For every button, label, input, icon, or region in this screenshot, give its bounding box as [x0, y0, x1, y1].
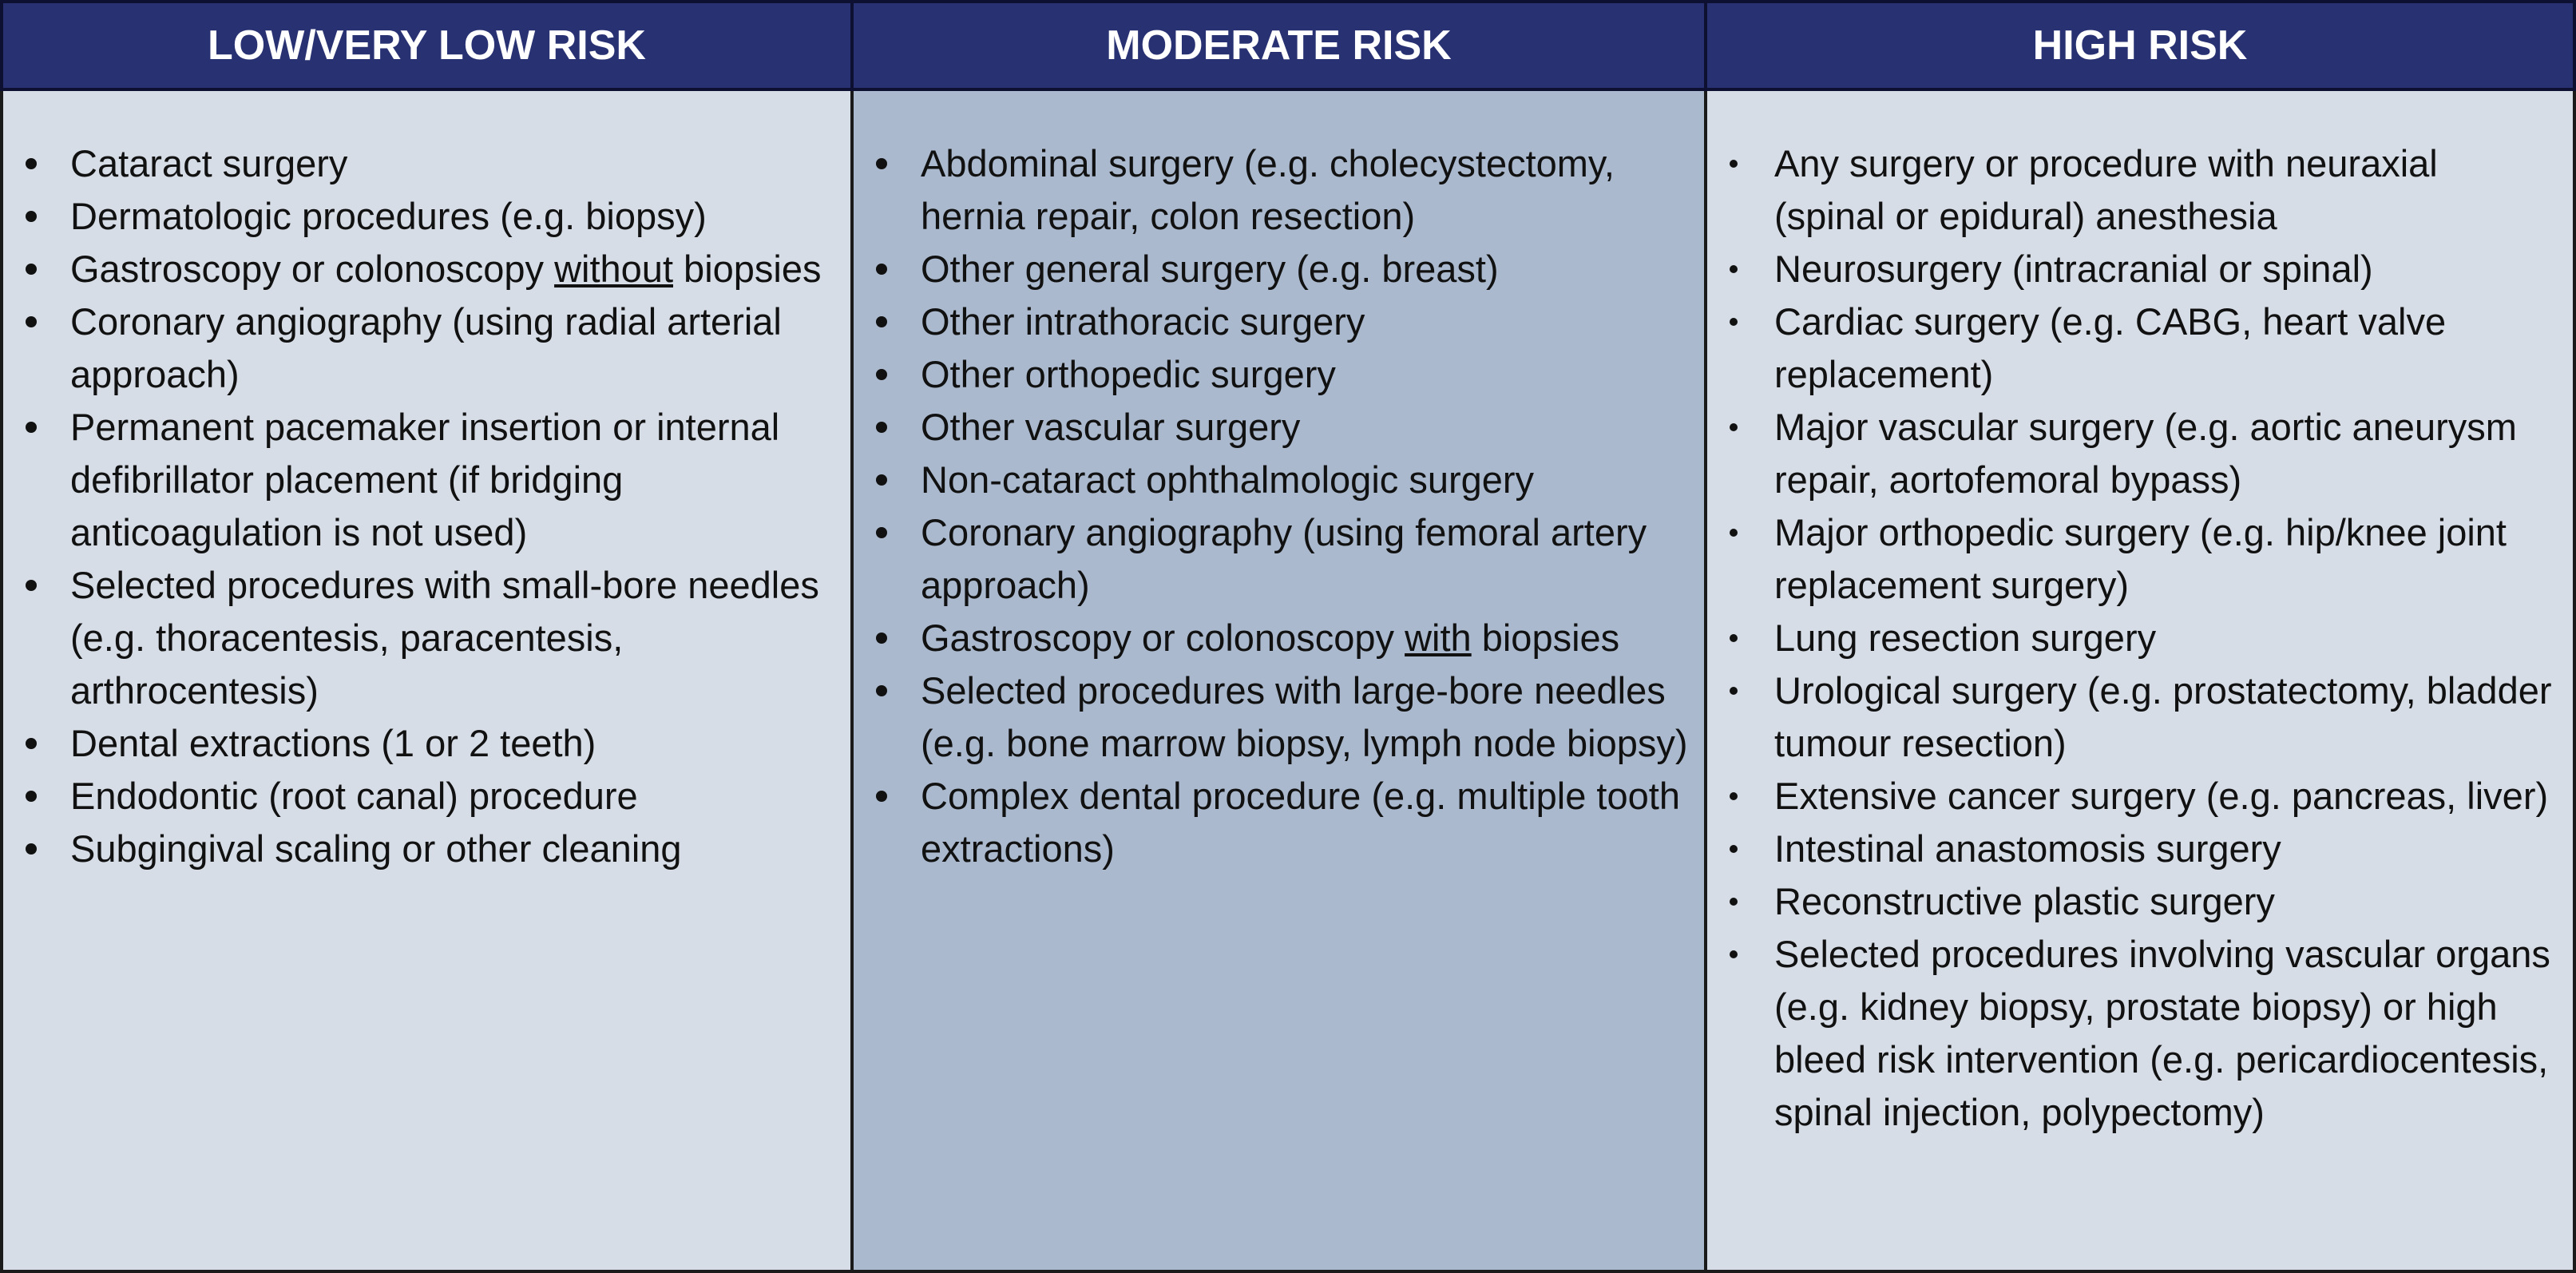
item-text: Gastroscopy or colonoscopy [921, 617, 1405, 659]
column-low-risk [0, 91, 854, 1273]
list-item [854, 243, 1688, 295]
list-item [1707, 612, 2557, 664]
item-text: Coronary angiography (using radial arterial approach) [70, 300, 782, 395]
header-high-risk: HIGH RISK [1707, 0, 2576, 91]
low-risk-list [3, 137, 834, 875]
item-text: Gastroscopy or colonoscopy [70, 248, 555, 290]
item-text: Extensive cancer surgery (e.g. pancreas, liver) [1774, 775, 2549, 817]
item-text: Dermatologic procedures (e.g. biopsy) [70, 195, 707, 237]
item-text: Other general surgery (e.g. breast) [921, 248, 1499, 290]
list-item [1707, 928, 2557, 1139]
item-text: Subgingival scaling or other cleaning [70, 827, 682, 870]
item-text: Other vascular surgery [921, 406, 1301, 448]
list-item [1707, 823, 2557, 875]
item-text: Lung resection surgery [1774, 617, 2157, 659]
header-moderate-risk: MODERATE RISK [854, 0, 1707, 91]
item-text: Intestinal anastomosis surgery [1774, 827, 2281, 870]
list-item [854, 295, 1688, 348]
list-item [3, 717, 834, 770]
list-item [1707, 401, 2557, 506]
list-item [1707, 875, 2557, 928]
item-text: biopsies [1471, 617, 1620, 659]
item-text: Complex dental procedure (e.g. multiple tooth extractions) [921, 775, 1680, 870]
list-item [1707, 243, 2557, 295]
list-item [1707, 770, 2557, 823]
item-text: Cardiac surgery (e.g. CABG, heart valve replacement) [1774, 300, 2447, 395]
item-text: Major vascular surgery (e.g. aortic aneurysm repair, aortofemoral bypass) [1774, 406, 2517, 501]
underlined-text: with [1405, 617, 1472, 659]
item-text: Permanent pacemaker insertion or internal defibrillator placement (if bridging anticoagulation is not used) [70, 406, 780, 553]
list-item [1707, 664, 2557, 770]
item-text: Reconstructive plastic surgery [1774, 880, 2275, 922]
list-item [3, 770, 834, 823]
item-text: Any surgery or procedure with neuraxial (spinal or epidural) anesthesia [1774, 142, 2438, 237]
list-item [854, 612, 1688, 664]
list-item [3, 559, 834, 717]
list-item [3, 401, 834, 559]
item-text: Non-cataract ophthalmologic surgery [921, 458, 1535, 501]
column-high-risk [1707, 91, 2576, 1273]
item-text: Other orthopedic surgery [921, 353, 1336, 395]
item-text: Major orthopedic surgery (e.g. hip/knee joint replacement surgery) [1774, 511, 2507, 606]
list-item [3, 823, 834, 875]
item-text: Urological surgery (e.g. prostatectomy, bladder tumour resection) [1774, 669, 2552, 764]
item-text: Selected procedures with small-bore needles (e.g. thoracentesis, paracentesis, arthrocentesis) [70, 564, 819, 712]
item-text: Selected procedures involving vascular organs (e.g. kidney biopsy, prostate biopsy) or high bleed risk intervention (e.g. pericardiocentesis, spinal injection, polypectomy) [1774, 933, 2550, 1133]
list-item [3, 243, 834, 295]
item-text: Abdominal surgery (e.g. cholecystectomy, hernia repair, colon resection) [921, 142, 1615, 237]
item-text: Cataract surgery [70, 142, 348, 184]
item-text: Endodontic (root canal) procedure [70, 775, 638, 817]
list-item [1707, 137, 2557, 243]
list-item [854, 454, 1688, 506]
column-moderate-risk [854, 91, 1707, 1273]
item-text: Neurosurgery (intracranial or spinal) [1774, 248, 2373, 290]
list-item [3, 137, 834, 190]
moderate-risk-list [854, 137, 1688, 875]
list-item [854, 664, 1688, 770]
item-text: biopsies [673, 248, 822, 290]
list-item [1707, 295, 2557, 401]
list-item [3, 190, 834, 243]
item-text: Dental extractions (1 or 2 teeth) [70, 722, 596, 764]
list-item [1707, 506, 2557, 612]
list-item [854, 506, 1688, 612]
list-item [854, 137, 1688, 243]
item-text: Other intrathoracic surgery [921, 300, 1365, 343]
item-text: Coronary angiography (using femoral artery approach) [921, 511, 1647, 606]
list-item [3, 295, 834, 401]
underlined-text: without [554, 248, 673, 290]
list-item [854, 348, 1688, 401]
high-risk-list [1707, 137, 2557, 1139]
item-text: Selected procedures with large-bore needles (e.g. bone marrow biopsy, lymph node biopsy) [921, 669, 1688, 764]
list-item [854, 770, 1688, 875]
list-item [854, 401, 1688, 454]
header-low-risk: LOW/VERY LOW RISK [0, 0, 854, 91]
